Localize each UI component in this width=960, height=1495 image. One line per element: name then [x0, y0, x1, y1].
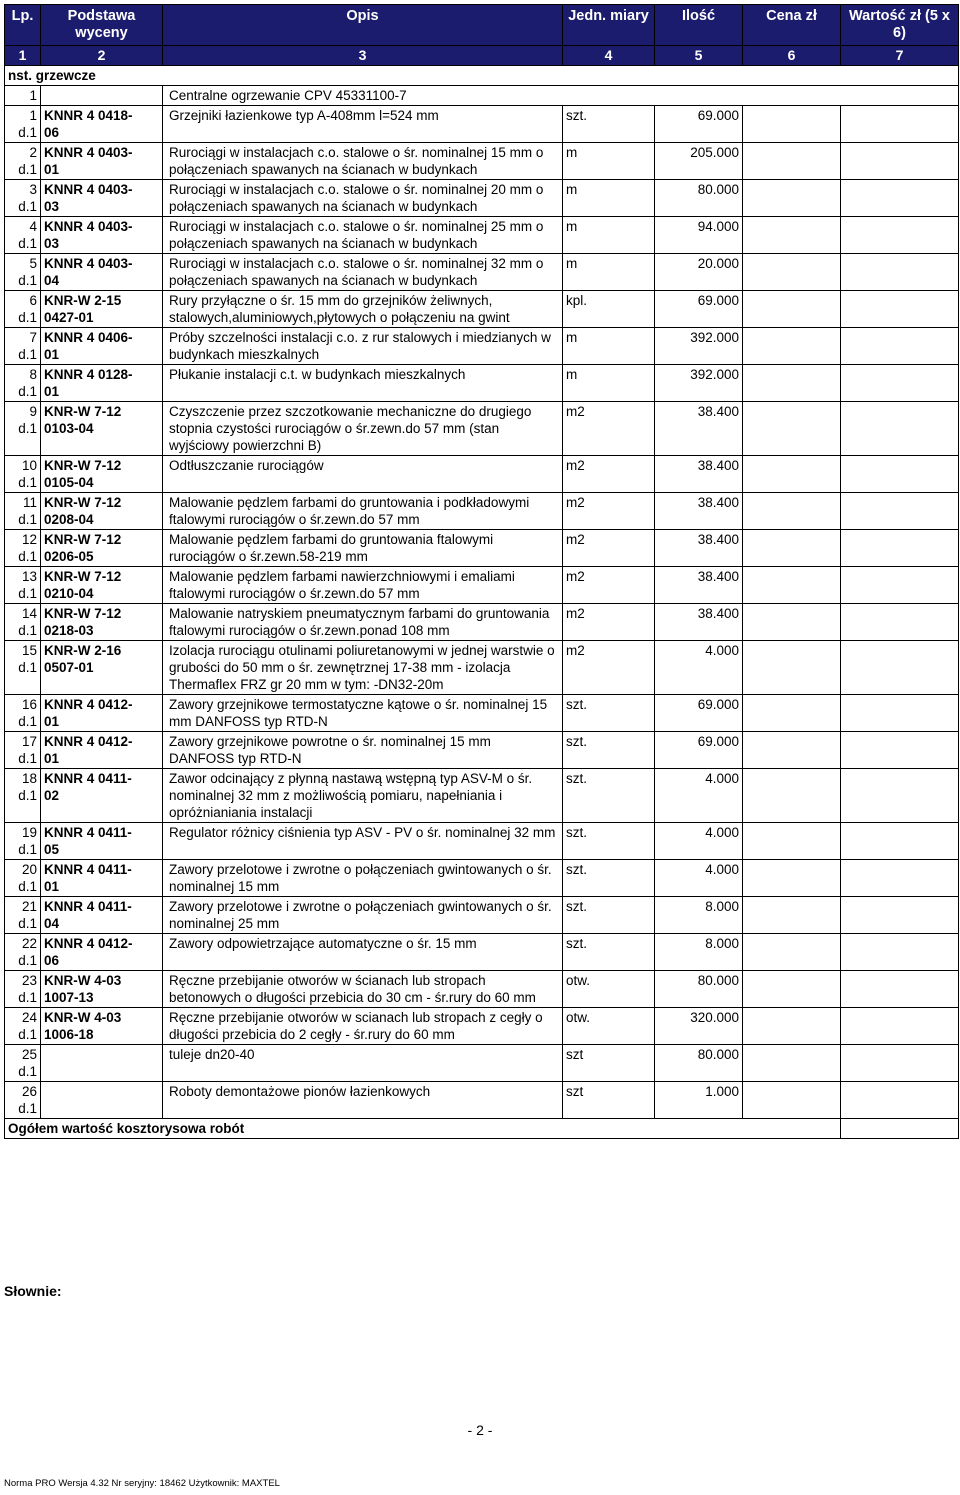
item-basis: KNR-W 2-15 0427-01	[41, 291, 163, 328]
item-description: Rurociągi w instalacjach c.o. stalowe o śr. nominalnej 20 mm o połączeniach spawanych na ścianach w budynkach	[163, 180, 563, 217]
item-lp: 1 d.1	[5, 106, 41, 143]
item-price	[743, 1045, 841, 1082]
item-value	[841, 1008, 959, 1045]
item-price	[743, 695, 841, 732]
item-description: tuleje dn20-40	[163, 1045, 563, 1082]
item-price	[743, 604, 841, 641]
item-value	[841, 769, 959, 823]
item-basis: KNR-W 2-16 0507-01	[41, 641, 163, 695]
item-description: Płukanie instalacji c.t. w budynkach mieszkalnych	[163, 365, 563, 402]
column-number: 3	[163, 46, 563, 66]
item-lp: 3 d.1	[5, 180, 41, 217]
column-number: 4	[563, 46, 655, 66]
item-quantity: 392.000	[655, 328, 743, 365]
item-lp: 18 d.1	[5, 769, 41, 823]
item-price	[743, 217, 841, 254]
item-quantity: 392.000	[655, 365, 743, 402]
table-row	[5, 1082, 959, 1119]
item-quantity: 38.400	[655, 493, 743, 530]
subsection-title: Centralne ogrzewanie CPV 45331100-7	[163, 86, 959, 106]
item-description: Izolacja rurociągu otulinami poliuretanowymi w jednej warstwie o grubości do 50 mm o śr. zewnętrznej 17-38 mm - izolacja Thermaflex FRZ gr 20 mm w tym: -DN32-20m	[163, 641, 563, 695]
item-value	[841, 567, 959, 604]
item-basis: KNR-W 7-12 0208-04	[41, 493, 163, 530]
item-lp: 15 d.1	[5, 641, 41, 695]
item-unit: szt.	[563, 106, 655, 143]
item-price	[743, 971, 841, 1008]
item-lp: 20 d.1	[5, 860, 41, 897]
table-row	[5, 456, 959, 493]
in-words-label: Słownie:	[4, 1283, 62, 1299]
total-label: Ogółem wartość kosztorysowa robót	[5, 1119, 841, 1139]
item-quantity: 38.400	[655, 530, 743, 567]
item-quantity: 38.400	[655, 456, 743, 493]
item-description: Zawor odcinający z płynną nastawą wstępną typ ASV-M o śr. nominalnej 32 mm z możliwością pomiaru, napełniania i opróżnianiania instalacji	[163, 769, 563, 823]
item-basis: KNR-W 7-12 0206-05	[41, 530, 163, 567]
item-description: Zawory grzejnikowe powrotne o śr. nominalnej 15 mm DANFOSS typ RTD-N	[163, 732, 563, 769]
item-lp: 26 d.1	[5, 1082, 41, 1119]
table-row	[5, 860, 959, 897]
item-basis: KNNR 4 0411- 01	[41, 860, 163, 897]
item-price	[743, 328, 841, 365]
item-lp: 9 d.1	[5, 402, 41, 456]
item-description: Czyszczenie przez szczotkowanie mechaniczne do drugiego stopnia czystości rurociągów o śr.zewn.do 57 mm (stan wyjściowy powierzchni B)	[163, 402, 563, 456]
item-price	[743, 1082, 841, 1119]
table-row	[5, 934, 959, 971]
item-price	[743, 1008, 841, 1045]
item-lp: 6 d.1	[5, 291, 41, 328]
item-value	[841, 254, 959, 291]
table-row	[5, 402, 959, 456]
item-value	[841, 143, 959, 180]
item-value	[841, 604, 959, 641]
item-basis	[41, 1082, 163, 1119]
item-unit: szt.	[563, 695, 655, 732]
item-quantity: 4.000	[655, 823, 743, 860]
item-unit: m	[563, 217, 655, 254]
item-description: Rurociągi w instalacjach c.o. stalowe o śr. nominalnej 25 mm o połączeniach spawanych na ścianach w budynkach	[163, 217, 563, 254]
item-basis: KNR-W 4-03 1006-18	[41, 1008, 163, 1045]
item-description: Grzejniki łazienkowe typ A-408mm l=524 mm	[163, 106, 563, 143]
section-row	[5, 66, 959, 86]
header-unit: Jedn. miary	[563, 5, 655, 46]
header-price: Cena zł	[743, 5, 841, 46]
item-price	[743, 897, 841, 934]
table-row	[5, 1045, 959, 1082]
item-description: Zawory przelotowe i zwrotne o połączeniach gwintowanych o śr. nominalnej 15 mm	[163, 860, 563, 897]
item-basis	[41, 1045, 163, 1082]
table-row	[5, 567, 959, 604]
item-value	[841, 291, 959, 328]
item-lp: 21 d.1	[5, 897, 41, 934]
table-row	[5, 971, 959, 1008]
item-price	[743, 402, 841, 456]
item-unit: m2	[563, 641, 655, 695]
item-lp: 2 d.1	[5, 143, 41, 180]
item-quantity: 38.400	[655, 567, 743, 604]
item-description: Zawory grzejnikowe termostatyczne kątowe o śr. nominalnej 15 mm DANFOSS typ RTD-N	[163, 695, 563, 732]
table-row	[5, 106, 959, 143]
item-unit: szt	[563, 1045, 655, 1082]
table-row	[5, 291, 959, 328]
subsection-row	[5, 86, 959, 106]
item-value	[841, 365, 959, 402]
item-price	[743, 106, 841, 143]
item-unit: szt.	[563, 769, 655, 823]
table-row	[5, 1008, 959, 1045]
item-basis: KNNR 4 0406- 01	[41, 328, 163, 365]
item-price	[743, 641, 841, 695]
item-description: Ręczne przebijanie otworów w scianach lub stropach z cegły o długości przebicia do 2 cegły - śr.rury do 60 mm	[163, 1008, 563, 1045]
column-number: 5	[655, 46, 743, 66]
item-value	[841, 1045, 959, 1082]
item-unit: szt.	[563, 860, 655, 897]
item-value	[841, 823, 959, 860]
item-unit: m2	[563, 493, 655, 530]
item-unit: m	[563, 143, 655, 180]
item-basis: KNNR 4 0412- 01	[41, 732, 163, 769]
item-price	[743, 769, 841, 823]
item-unit: m2	[563, 604, 655, 641]
item-lp: 16 d.1	[5, 695, 41, 732]
item-value	[841, 860, 959, 897]
table-row	[5, 641, 959, 695]
item-basis: KNNR 4 0412- 01	[41, 695, 163, 732]
item-quantity: 69.000	[655, 291, 743, 328]
item-value	[841, 530, 959, 567]
item-lp: 24 d.1	[5, 1008, 41, 1045]
section-title: nst. grzewcze	[5, 66, 959, 86]
item-value	[841, 695, 959, 732]
header-lp: Lp.	[5, 5, 41, 46]
column-number: 7	[841, 46, 959, 66]
item-price	[743, 567, 841, 604]
cost-estimate-table	[4, 4, 959, 1139]
item-price	[743, 530, 841, 567]
item-description: Regulator różnicy ciśnienia typ ASV - PV o śr. nominalnej 32 mm	[163, 823, 563, 860]
item-description: Rury przyłączne o śr. 15 mm do grzejników żeliwnych, stalowych,aluminiowych,płytowych o połączeniu na gwint	[163, 291, 563, 328]
item-lp: 10 d.1	[5, 456, 41, 493]
item-lp: 17 d.1	[5, 732, 41, 769]
item-price	[743, 143, 841, 180]
item-quantity: 38.400	[655, 402, 743, 456]
table-row	[5, 604, 959, 641]
item-unit: m2	[563, 530, 655, 567]
item-basis: KNNR 4 0412- 06	[41, 934, 163, 971]
table-row	[5, 254, 959, 291]
table-row	[5, 769, 959, 823]
item-description: Malowanie natryskiem pneumatycznym farbami do gruntowania ftalowymi rurociągów o śr.zewn.ponad 108 mm	[163, 604, 563, 641]
item-description: Malowanie pędzlem farbami do gruntowania i podkładowymi ftalowymi rurociągów o śr.zewn.do 57 mm	[163, 493, 563, 530]
item-value	[841, 402, 959, 456]
item-basis: KNR-W 4-03 1007-13	[41, 971, 163, 1008]
item-description: Zawory odpowietrzające automatyczne o śr. 15 mm	[163, 934, 563, 971]
item-unit: szt.	[563, 934, 655, 971]
item-description: Rurociągi w instalacjach c.o. stalowe o śr. nominalnej 15 mm o połączeniach spawanych na ścianach w budynkach	[163, 143, 563, 180]
item-price	[743, 365, 841, 402]
item-value	[841, 106, 959, 143]
table-row	[5, 493, 959, 530]
software-footer: Norma PRO Wersja 4.32 Nr seryjny: 18462 Użytkownik: MAXTEL	[4, 1478, 280, 1489]
item-quantity: 80.000	[655, 971, 743, 1008]
item-quantity: 205.000	[655, 143, 743, 180]
item-value	[841, 641, 959, 695]
item-lp: 4 d.1	[5, 217, 41, 254]
item-quantity: 8.000	[655, 897, 743, 934]
item-value	[841, 897, 959, 934]
item-lp: 22 d.1	[5, 934, 41, 971]
item-price	[743, 456, 841, 493]
item-basis: KNNR 4 0403- 01	[41, 143, 163, 180]
item-unit: m2	[563, 402, 655, 456]
item-unit: otw.	[563, 971, 655, 1008]
item-basis: KNR-W 7-12 0103-04	[41, 402, 163, 456]
item-description: Odtłuszczanie rurociągów	[163, 456, 563, 493]
table-row	[5, 530, 959, 567]
item-description: Malowanie pędzlem farbami do gruntowania ftalowymi rurociągów o śr.zewn.58-219 mm	[163, 530, 563, 567]
item-lp: 25 d.1	[5, 1045, 41, 1082]
item-quantity: 4.000	[655, 860, 743, 897]
item-quantity: 8.000	[655, 934, 743, 971]
item-unit: m	[563, 328, 655, 365]
item-quantity: 38.400	[655, 604, 743, 641]
item-lp: 23 d.1	[5, 971, 41, 1008]
item-unit: m2	[563, 456, 655, 493]
total-row	[5, 1119, 959, 1139]
item-lp: 7 d.1	[5, 328, 41, 365]
item-quantity: 94.000	[655, 217, 743, 254]
column-number: 2	[41, 46, 163, 66]
item-description: Zawory przelotowe i zwrotne o połączeniach gwintowanych o śr. nominalnej 25 mm	[163, 897, 563, 934]
item-quantity: 1.000	[655, 1082, 743, 1119]
table-row	[5, 732, 959, 769]
item-unit: m	[563, 365, 655, 402]
item-value	[841, 1082, 959, 1119]
item-quantity: 69.000	[655, 106, 743, 143]
header-value: Wartość zł (5 x 6)	[841, 5, 959, 46]
item-description: Roboty demontażowe pionów łazienkowych	[163, 1082, 563, 1119]
item-basis: KNNR 4 0128- 01	[41, 365, 163, 402]
item-basis: KNNR 4 0403- 04	[41, 254, 163, 291]
item-price	[743, 291, 841, 328]
item-lp: 8 d.1	[5, 365, 41, 402]
table-row	[5, 180, 959, 217]
item-basis: KNNR 4 0418- 06	[41, 106, 163, 143]
item-unit: szt.	[563, 897, 655, 934]
item-unit: m	[563, 254, 655, 291]
table-row	[5, 897, 959, 934]
item-lp: 13 d.1	[5, 567, 41, 604]
item-quantity: 320.000	[655, 1008, 743, 1045]
item-value	[841, 732, 959, 769]
item-description: Rurociągi w instalacjach c.o. stalowe o śr. nominalnej 32 mm o połączeniach spawanych na ścianach w budynkach	[163, 254, 563, 291]
item-quantity: 69.000	[655, 695, 743, 732]
item-quantity: 20.000	[655, 254, 743, 291]
header-qty: Ilość	[655, 5, 743, 46]
header-desc: Opis	[163, 5, 563, 46]
item-basis: KNNR 4 0411- 04	[41, 897, 163, 934]
total-value	[841, 1119, 959, 1139]
item-value	[841, 934, 959, 971]
item-description: Ręczne przebijanie otworów w ścianach lub stropach betonowych o długości przebicia do 30 cm - śr.rury do 60 mm	[163, 971, 563, 1008]
item-unit: szt	[563, 1082, 655, 1119]
item-price	[743, 934, 841, 971]
item-basis: KNNR 4 0403- 03	[41, 180, 163, 217]
item-price	[743, 732, 841, 769]
item-quantity: 69.000	[655, 732, 743, 769]
item-unit: kpl.	[563, 291, 655, 328]
item-unit: szt.	[563, 732, 655, 769]
table-row	[5, 695, 959, 732]
item-lp: 11 d.1	[5, 493, 41, 530]
header-basis: Podstawa wyceny	[41, 5, 163, 46]
column-number: 6	[743, 46, 841, 66]
item-value	[841, 328, 959, 365]
table-row	[5, 365, 959, 402]
item-value	[841, 456, 959, 493]
item-basis: KNNR 4 0403- 03	[41, 217, 163, 254]
subsection-basis-empty	[41, 86, 163, 106]
table-row	[5, 328, 959, 365]
item-quantity: 4.000	[655, 769, 743, 823]
item-description: Malowanie pędzlem farbami nawierzchniowymi i emaliami ftalowymi rurociągów o śr.zewn.do 57 mm	[163, 567, 563, 604]
item-basis: KNR-W 7-12 0218-03	[41, 604, 163, 641]
item-unit: szt.	[563, 823, 655, 860]
column-number-row	[5, 46, 959, 66]
item-price	[743, 493, 841, 530]
item-price	[743, 254, 841, 291]
item-lp: 12 d.1	[5, 530, 41, 567]
table-row	[5, 217, 959, 254]
subsection-lp: 1	[5, 86, 41, 106]
item-unit: m2	[563, 567, 655, 604]
item-basis: KNR-W 7-12 0210-04	[41, 567, 163, 604]
item-quantity: 80.000	[655, 1045, 743, 1082]
table-row	[5, 143, 959, 180]
table-header-row	[5, 5, 959, 46]
item-price	[743, 823, 841, 860]
item-basis: KNR-W 7-12 0105-04	[41, 456, 163, 493]
page-number: - 2 -	[467, 1422, 493, 1438]
item-value	[841, 971, 959, 1008]
item-description: Próby szczelności instalacji c.o. z rur stalowych i miedzianych w budynkach mieszkalnych	[163, 328, 563, 365]
item-value	[841, 180, 959, 217]
item-basis: KNNR 4 0411- 05	[41, 823, 163, 860]
column-number: 1	[5, 46, 41, 66]
item-basis: KNNR 4 0411- 02	[41, 769, 163, 823]
item-price	[743, 860, 841, 897]
item-quantity: 80.000	[655, 180, 743, 217]
table-row	[5, 823, 959, 860]
item-lp: 5 d.1	[5, 254, 41, 291]
item-unit: m	[563, 180, 655, 217]
item-value	[841, 217, 959, 254]
item-value	[841, 493, 959, 530]
item-price	[743, 180, 841, 217]
item-lp: 19 d.1	[5, 823, 41, 860]
item-quantity: 4.000	[655, 641, 743, 695]
item-unit: otw.	[563, 1008, 655, 1045]
item-lp: 14 d.1	[5, 604, 41, 641]
